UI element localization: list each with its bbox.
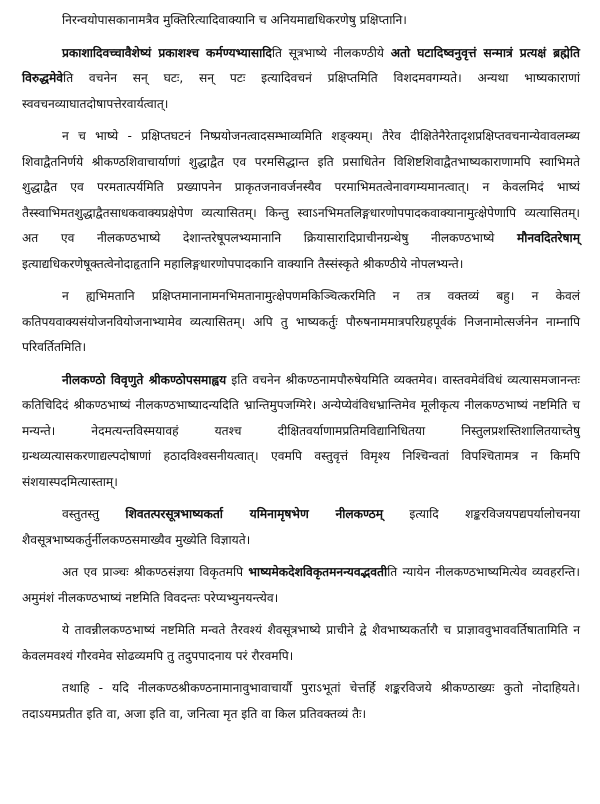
text-segment: अत एव प्राञ्चः श्रीकण्ठसंज्ञया विकृतमपि <box>62 565 249 579</box>
paragraph-7 <box>22 560 580 611</box>
text-segment: वस्तुतस्तु <box>62 507 126 521</box>
paragraph-1 <box>22 8 580 34</box>
bold-verse-quote: नीलकण्ठो विवृणुते श्रीकण्ठोपसमाह्वय <box>62 372 227 387</box>
text-segment: ये तावन्नीलकण्ठभाष्यं नष्टमिति मन्वते तैरवश्यं शैवसूत्रभाष्ये प्राचीने द्वे शैवभाष्यकर्तारौ च प्राज्ञाववुभाववर्तिषातामिति न केवलमवश्यं गौरवमेव सोढव्यमपि तु तदुपपादनाय परं रौरवमपि। <box>22 623 580 663</box>
bold-verse-quote: शिवतत्परसूत्रभाष्यकर्ता यमिनामृषभेण नीलकण्ठम् <box>125 507 384 521</box>
bold-quote: अतो घटादिष्वनुवृत्तं सन्मात्रं प्रत्यक्षं ब्रह्मेति विरुद्धमेवे <box>22 45 580 85</box>
text-segment: न च भाष्ये - प्रक्षिप्तघटनं निष्प्रयोजनत्वादसम्भाव्यमिति शङ्क्यम्। तैरेव दीक्षितेनैरेतादृशप्रक्षिप्तवचनान्येवावलम्ब्य शिवाद्वैतनिर्णये श्रीकण्ठशिवाचार्याणां शुद्धाद्वैत एव परमसिद्धान्त इति प्रसाधितेन विशिष्टशिवाद्वैतभाष्यकाराणामपि स्वाभिमते शुद्धाद्वैत एव परमतात्पर्यमिति प्रख्यापनेन प्राकृतजनावर्जनस्यैव परमाभिमतत्वेनावगम्यमानत्वात्। न केवलमिदं भाष्यं तैस्स्वाभिमतशुद्धाद्वैतसाधकवाक्यप्रक्षेपेण व्यत्यासितम्। किन्तु स्वाऽनभिमतलिङ्गधारणोपपादकवाक्यानामुत्क्षेपेणापि व्यत्यासितम्। अत एव नीलकण्ठभाष्ये देशान्तरेषूपलभ्यमानानि क्रियासारादिप्राचीनग्रन्थेषु नीलकण्ठभाष्ये <box>22 129 580 245</box>
text-segment: इत्यादि शङ्करविजयपद्यपर्यालोचनया शैवसूत्रभाष्यकर्तुर्नीलकण्ठसमाख्यैव मुख्येति विज्ञायते। <box>22 507 580 547</box>
text-segment: ति वचनेन सन् घटः, सन् पटः इत्यादिवचनं प्रक्षिप्तमिति विशदमवगम्यते। अन्यथा भाष्यकाराणां स्ववचनव्याघातदोषापत्तेरवार्यत्वात्। <box>22 71 580 111</box>
text-segment: ति सूत्रभाष्ये नीलकण्ठीये <box>271 45 391 60</box>
paragraph-8 <box>22 618 580 669</box>
paragraph-2 <box>22 41 580 118</box>
paragraph-3 <box>22 124 580 277</box>
bold-sutra-quote: मौनवदितरेषाम् <box>516 231 580 245</box>
text-segment: न ह्यभिमतानि प्रक्षिप्तमानानामनभिमतानामुत्क्षेपणमकिञ्चित्करमिति न तत्र वक्तव्यं बहु। न केवलं कतिपयवाक्यसंयोजनवियोजनाभ्यामेव व्यत्यासितम्। अपि तु भाष्यकर्तुः पौरुषनाममात्रपरिग्रहपूर्वकं निजनामोत्सर्जनेन नाम्नापि परिवर्तितमिति। <box>22 289 580 354</box>
bold-maxim-quote: भाष्यमेकदेशविकृतमनन्यवद्भवती <box>248 565 388 579</box>
text-segment: तथाहि - यदि नीलकण्ठश्रीकण्ठनामानावुभावाचार्यौ पुराऽभूतां चेत्तर्हि शङ्करविजये श्रीकण्ठाख्यः कुतो नोदाहियते। तदाऽयमप्रतीत इति वा, अजा इति वा, जनित्वा मृत इति वा किल प्रतिवक्तव्यं तैः। <box>22 681 580 721</box>
text-segment: निरन्वयोपासकानामत्रैव मुक्तिरित्यादिवाक्यानि च अनियमाद्यधिकरणेषु प्रक्षिप्तानि। <box>62 13 407 27</box>
text-segment: इति वचनेन श्रीकण्ठनामपौरुषेयमिति व्यक्तमेव। वास्तवमेवंविधं व्यत्यासमजानन्तः कतिचिदिदं श्रीकण्ठभाष्यं नीलकण्ठभाष्यादन्यदिति भ्रान्तिमुपजग्मिरे। अन्येप्येवंविधभ्रान्तिमेव मूलीकृत्य नीलकण्ठभाष्यं नष्टमिति च मन्यन्ते। नेदमत्यन्तविस्मयावहं यतश्च दीक्षितवर्याणामप्रतिमविद्यानिधितया निस्तुलप्रशस्तिशालितयाच्तेषु ग्रन्थव्यत्यासकरणाद्यल्पदोषाणां हठादविश्वसनीयत्वात्। एवमपि वस्तुवृत्तं विमृश्य निश्चिन्वतां विपश्चितामत्र न किमपि संशयास्पदमित्यास्ताम्। <box>22 372 580 489</box>
paragraph-4 <box>22 284 580 361</box>
bold-sutra-quote: प्रकाशादिवच्चावैशेष्यं प्रकाशश्च कर्मण्यभ्यासादि <box>62 45 272 60</box>
text-segment: इत्याद्यधिकरणेषूक्तत्वेनोदाहृतानि महालिङ्गधारणोपपादकानि वाक्यानि तैस्संस्कृते श्रीकण्ठीये नोपलभ्यन्ते। <box>22 256 464 271</box>
text-segment: ति न्यायेन नीलकण्ठभाष्यमित्येव व्यवहरन्ति। अमुमंशं नीलकण्ठभाष्यं नष्टमिति विवदन्तः परेप्यभ्युनयन्त्येव। <box>22 565 581 605</box>
paragraph-5 <box>22 368 580 496</box>
paragraph-9 <box>22 676 580 727</box>
paragraph-6 <box>22 502 580 553</box>
